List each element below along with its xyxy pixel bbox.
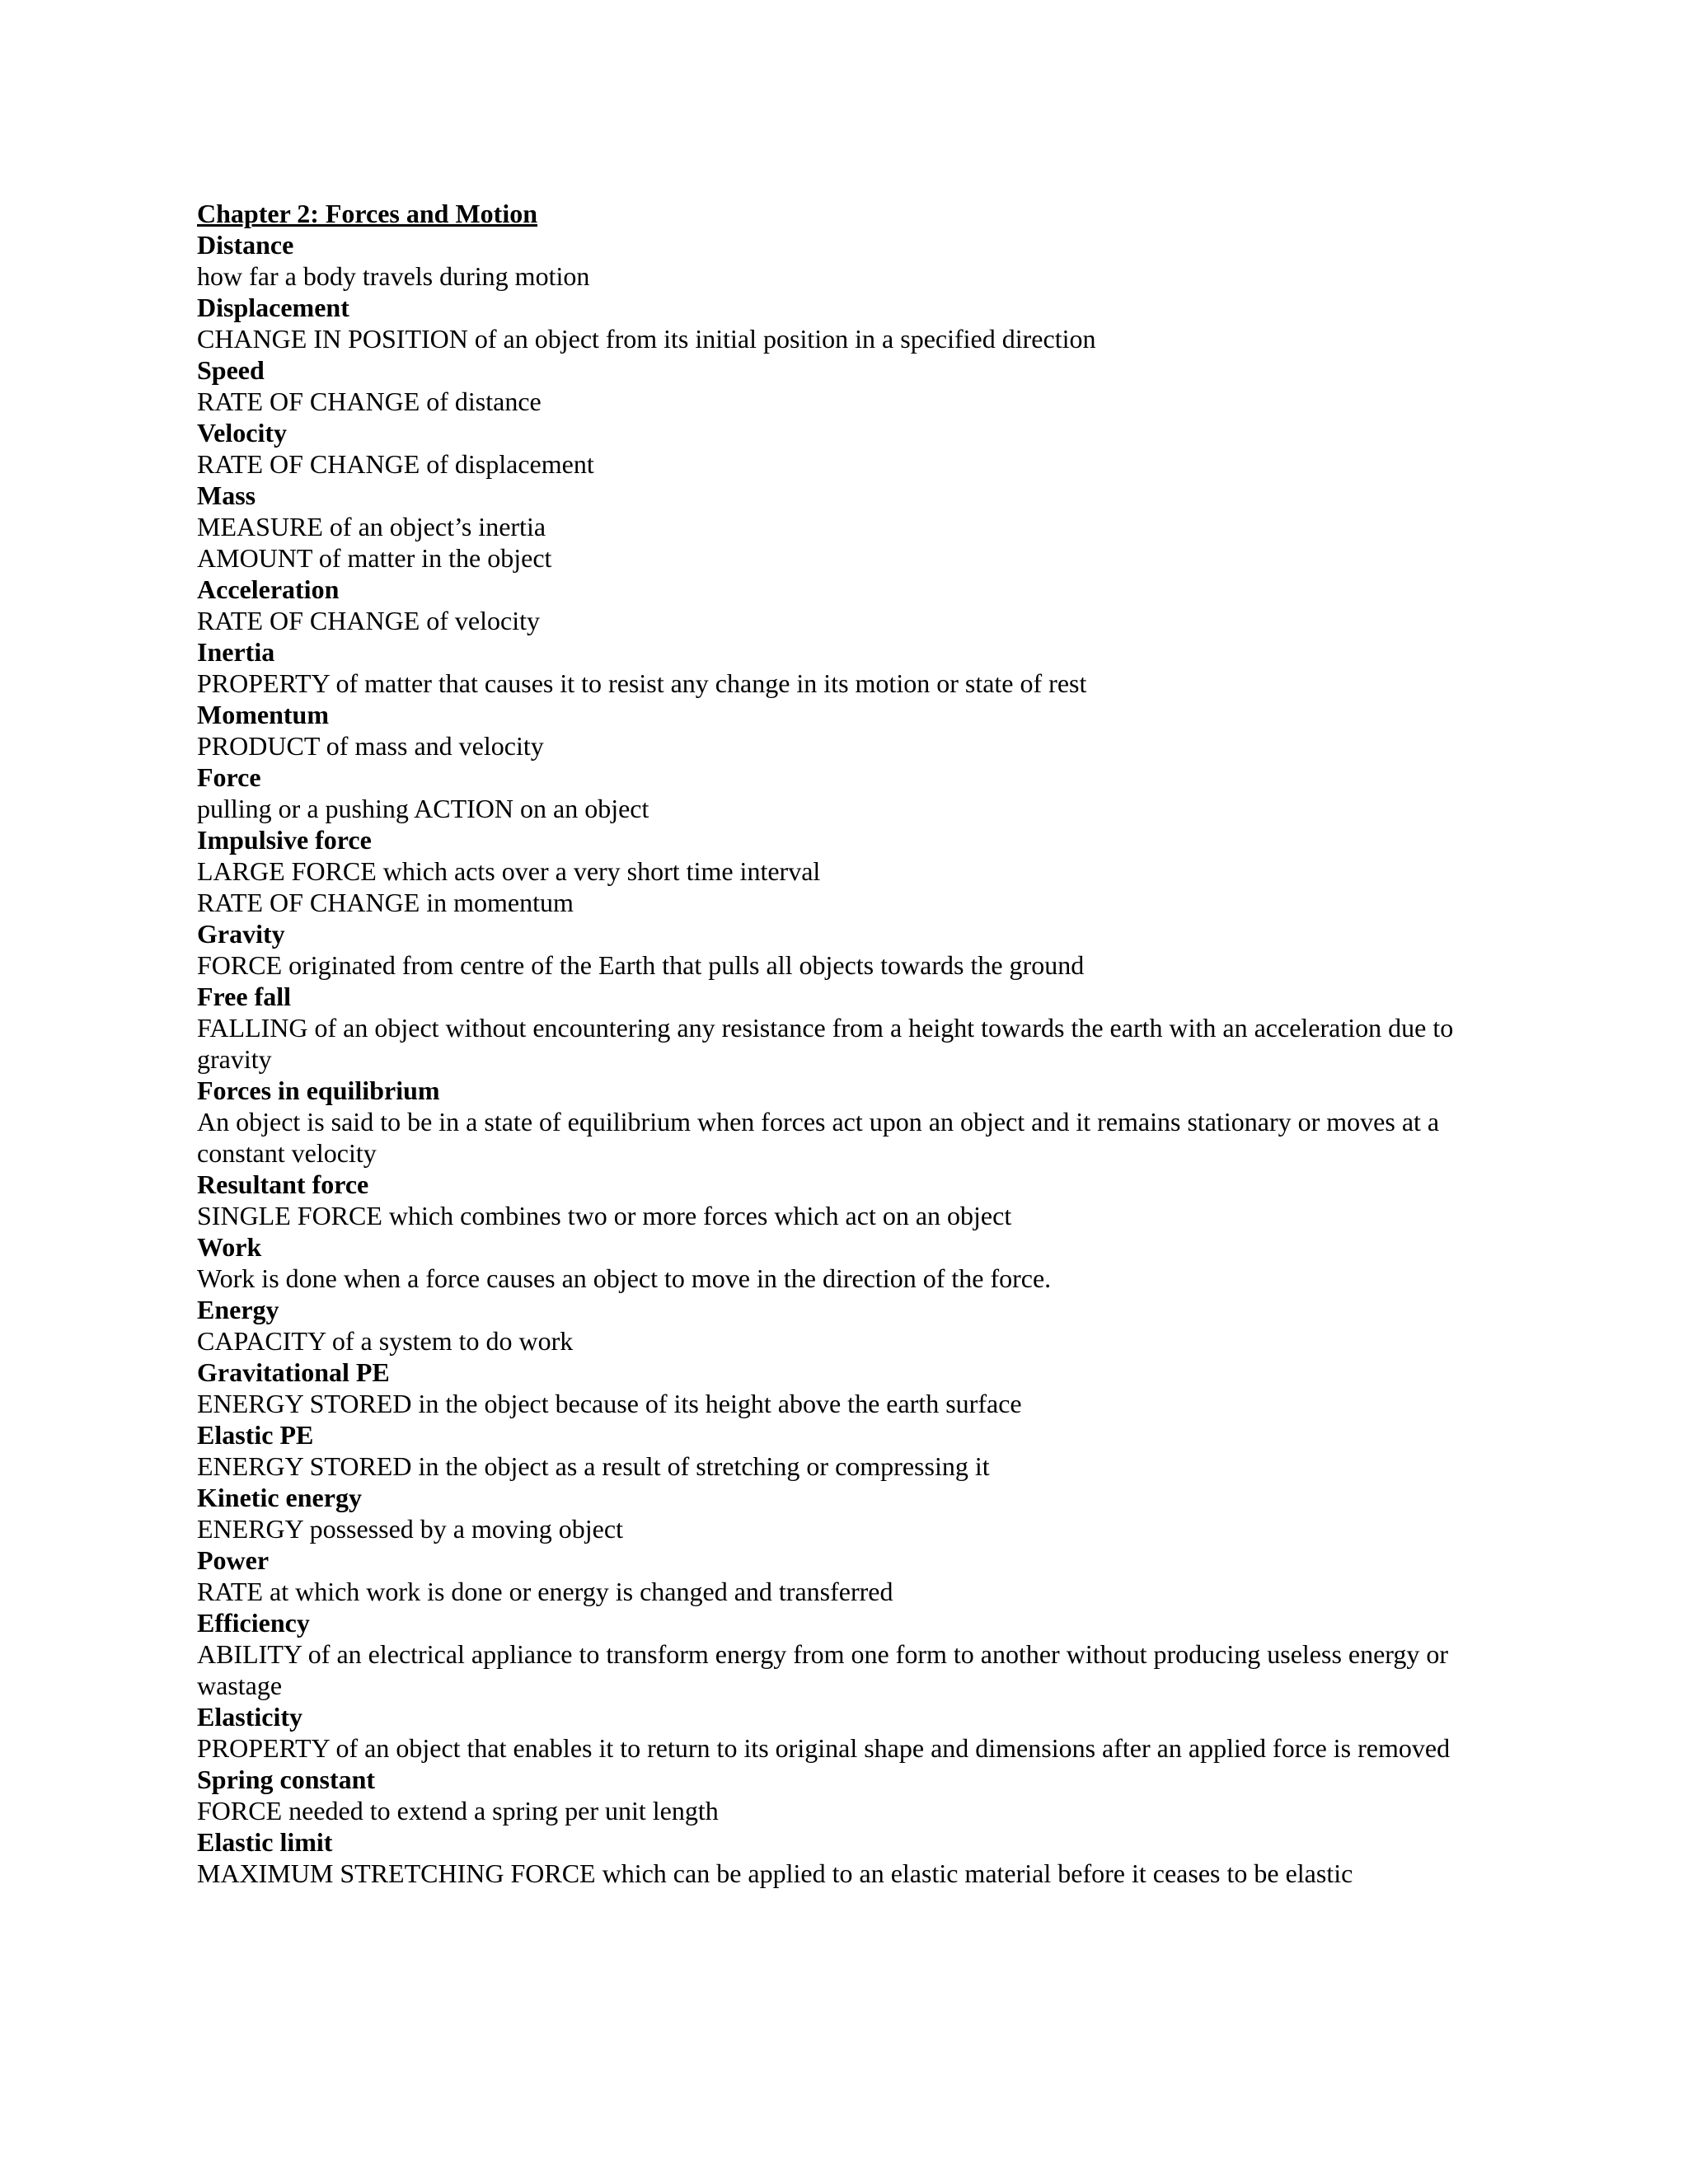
chapter-title: Chapter 2: Forces and Motion xyxy=(197,199,538,228)
glossary-definition: RATE OF CHANGE of velocity xyxy=(197,606,540,635)
glossary-definition: ENERGY STORED in the object because of its height above the earth surface xyxy=(197,1389,1022,1418)
glossary-term: Gravity xyxy=(197,919,285,949)
glossary-definition: ABILITY of an electrical appliance to transform energy from one form to another without producing useless energy or wastage xyxy=(197,1639,1449,1700)
glossary-definition: MAXIMUM STRETCHING FORCE which can be applied to an elastic material before it ceases to be elastic xyxy=(197,1858,1353,1888)
glossary-definition: RATE OF CHANGE in momentum xyxy=(197,888,574,917)
glossary-term: Elastic limit xyxy=(197,1827,333,1857)
glossary-term: Momentum xyxy=(197,700,329,729)
glossary-definition: pulling or a pushing ACTION on an object xyxy=(197,794,649,823)
glossary-term: Energy xyxy=(197,1295,279,1324)
glossary-term: Free fall xyxy=(197,982,292,1011)
glossary-term: Distance xyxy=(197,230,294,260)
glossary-definition: Work is done when a force causes an object to move in the direction of the force. xyxy=(197,1263,1052,1293)
glossary-definition: FORCE originated from centre of the Earth that pulls all objects towards the ground xyxy=(197,950,1085,980)
glossary-definition: PROPERTY of an object that enables it to return to its original shape and dimensions after an applied force is removed xyxy=(197,1733,1451,1763)
glossary-term: Force xyxy=(197,762,261,792)
glossary-definition: RATE OF CHANGE of distance xyxy=(197,387,542,416)
glossary-term: Work xyxy=(197,1232,262,1262)
document-content xyxy=(197,198,1483,1889)
glossary-definition: MEASURE of an object’s inertia xyxy=(197,512,546,541)
glossary-definition: RATE OF CHANGE of displacement xyxy=(197,449,594,479)
glossary-term: Elasticity xyxy=(197,1702,302,1732)
glossary-term: Elastic PE xyxy=(197,1420,314,1450)
glossary-definition: LARGE FORCE which acts over a very short time interval xyxy=(197,856,821,886)
glossary-definition: ENERGY STORED in the object as a result of stretching or compressing it xyxy=(197,1451,990,1481)
glossary-term: Mass xyxy=(197,480,256,510)
glossary-term: Spring constant xyxy=(197,1765,376,1794)
glossary-definition: how far a body travels during motion xyxy=(197,261,590,291)
glossary-definition: CHANGE IN POSITION of an object from its initial position in a specified direction xyxy=(197,324,1096,354)
glossary-term: Impulsive force xyxy=(197,825,372,855)
glossary-definition: CAPACITY of a system to do work xyxy=(197,1326,574,1356)
glossary-definition: SINGLE FORCE which combines two or more forces which act on an object xyxy=(197,1201,1012,1230)
glossary-definition: PRODUCT of mass and velocity xyxy=(197,731,544,761)
glossary-definition: FALLING of an object without encountering any resistance from a height towards the earth with an acceleration due to gravity xyxy=(197,1013,1454,1074)
glossary-definition: AMOUNT of matter in the object xyxy=(197,543,552,573)
glossary-definition: An object is said to be in a state of equilibrium when forces act upon an object and it remains stationary or moves at a constant velocity xyxy=(197,1107,1440,1168)
glossary-term: Acceleration xyxy=(197,574,340,604)
glossary-term: Gravitational PE xyxy=(197,1357,390,1387)
glossary-term: Forces in equilibrium xyxy=(197,1076,440,1105)
glossary-term: Efficiency xyxy=(197,1608,310,1638)
glossary-term: Kinetic energy xyxy=(197,1483,362,1512)
glossary-term: Resultant force xyxy=(197,1169,369,1199)
glossary-definition: RATE at which work is done or energy is changed and transferred xyxy=(197,1577,893,1606)
glossary-definition: PROPERTY of matter that causes it to resist any change in its motion or state of rest xyxy=(197,668,1087,698)
glossary-definition: ENERGY possessed by a moving object xyxy=(197,1514,623,1544)
glossary-term: Speed xyxy=(197,355,265,385)
glossary-term: Inertia xyxy=(197,637,275,667)
glossary-term: Power xyxy=(197,1545,270,1575)
glossary-term: Displacement xyxy=(197,293,349,322)
glossary-term: Velocity xyxy=(197,418,288,448)
glossary-definition: FORCE needed to extend a spring per unit length xyxy=(197,1796,719,1825)
